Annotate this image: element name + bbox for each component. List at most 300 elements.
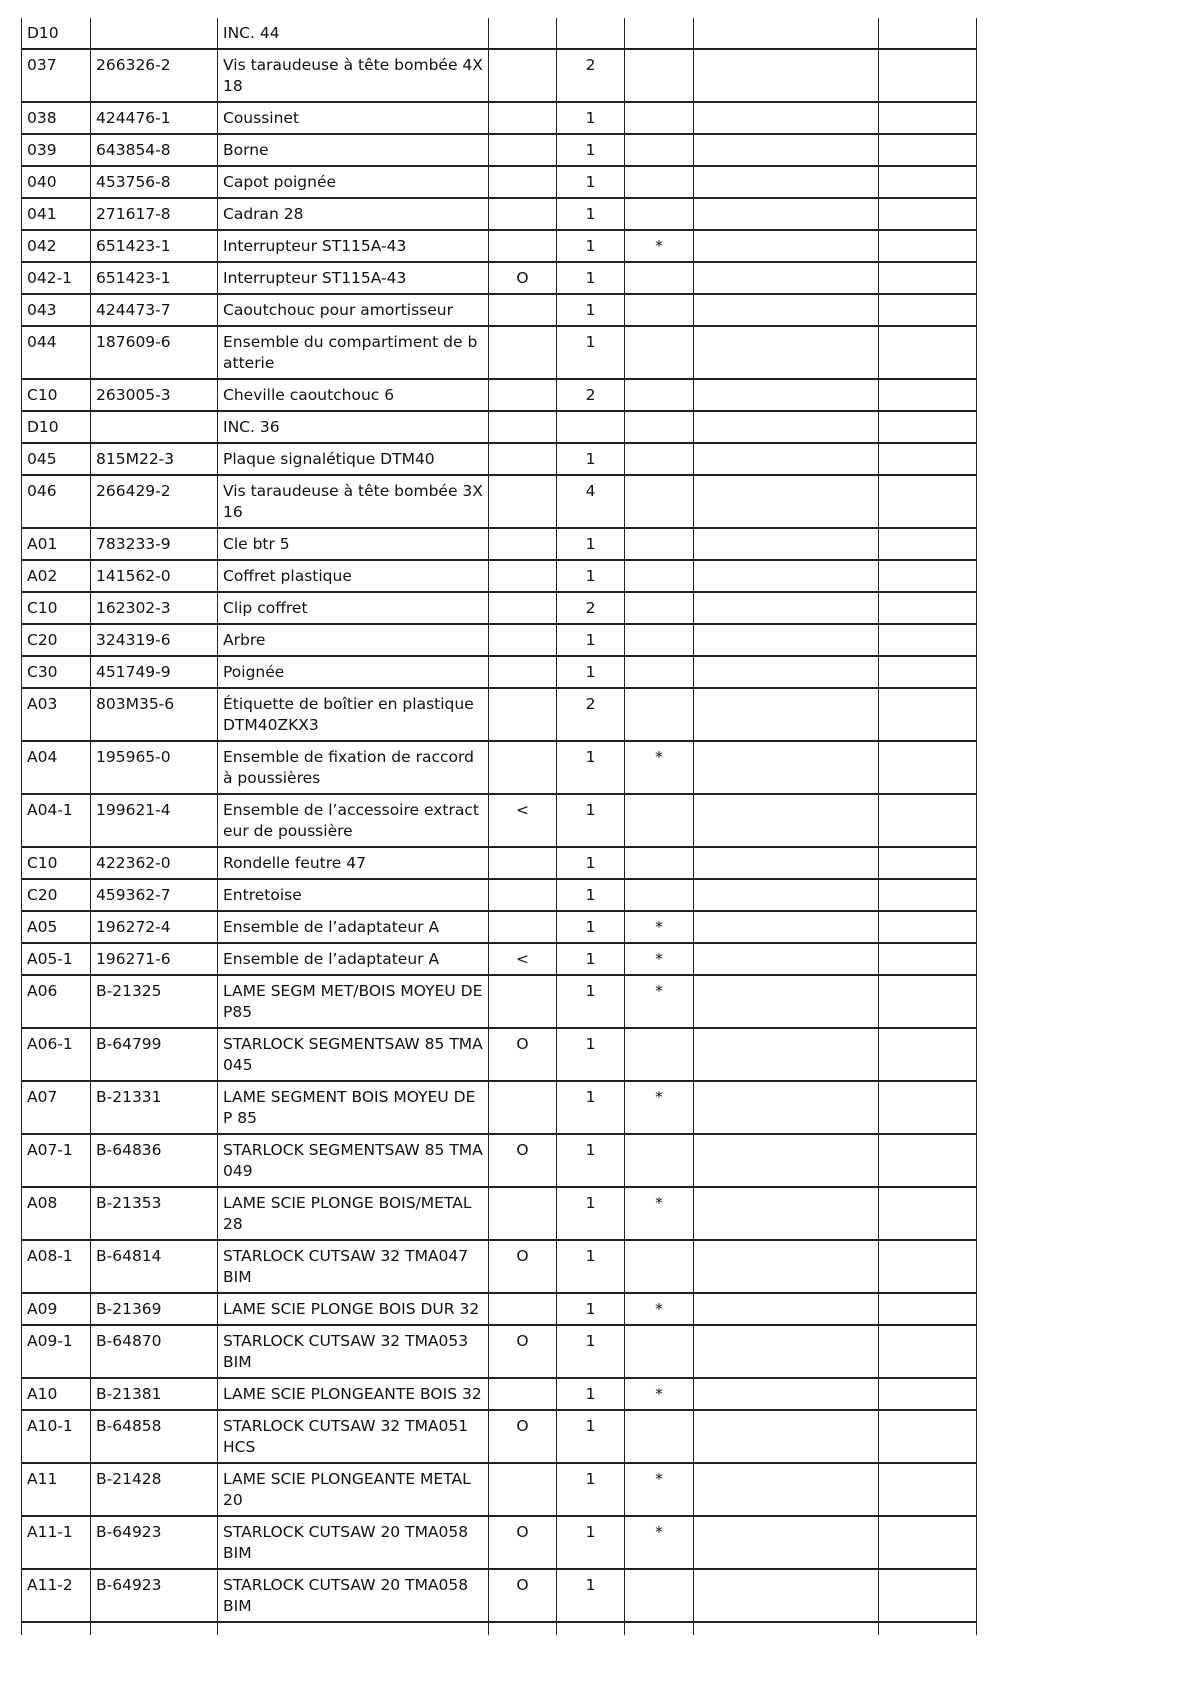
mark-cell — [625, 528, 694, 560]
quantity-cell: 1 — [557, 911, 625, 943]
note-cell — [489, 134, 557, 166]
empty-cell — [879, 847, 977, 879]
empty-cell — [694, 560, 879, 592]
part-no-cell: 195965-0 — [91, 741, 218, 794]
empty-cell — [694, 911, 879, 943]
mark-cell — [625, 102, 694, 134]
ref-no-cell: D10 — [22, 18, 91, 49]
description-cell: Borne — [218, 134, 489, 166]
description-cell: Ensemble de l’adaptateur A — [218, 911, 489, 943]
part-no-cell: B-21325 — [91, 975, 218, 1028]
description-cell: Coffret plastique — [218, 560, 489, 592]
mark-cell — [625, 847, 694, 879]
empty-cell — [879, 1463, 977, 1516]
table-row — [22, 1134, 977, 1187]
quantity-cell: 1 — [557, 1410, 625, 1463]
quantity-cell: 1 — [557, 166, 625, 198]
part-no-cell: 453756-8 — [91, 166, 218, 198]
mark-cell — [625, 592, 694, 624]
empty-cell — [879, 1240, 977, 1293]
quantity-cell: 1 — [557, 1516, 625, 1569]
mark-cell: * — [625, 230, 694, 262]
part-no-cell: 266326-2 — [91, 49, 218, 102]
continuation-row — [22, 1622, 977, 1635]
mark-cell: * — [625, 1516, 694, 1569]
quantity-cell: 1 — [557, 794, 625, 847]
table-row — [22, 134, 977, 166]
mark-cell — [625, 326, 694, 379]
empty-cell — [879, 198, 977, 230]
table-row — [22, 1325, 977, 1378]
part-no-cell: 651423-1 — [91, 262, 218, 294]
ref-no-cell: A04-1 — [22, 794, 91, 847]
part-no-cell: B-64858 — [91, 1410, 218, 1463]
mark-cell: * — [625, 1378, 694, 1410]
empty-cell — [694, 1187, 879, 1240]
empty-cell — [694, 379, 879, 411]
quantity-cell: 2 — [557, 592, 625, 624]
empty-cell — [879, 943, 977, 975]
part-no-cell: B-21369 — [91, 1293, 218, 1325]
quantity-cell: 1 — [557, 560, 625, 592]
continuation-cell — [557, 1622, 625, 1635]
description-cell: Entretoise — [218, 879, 489, 911]
part-no-cell: 424476-1 — [91, 102, 218, 134]
table-row — [22, 102, 977, 134]
note-cell — [489, 879, 557, 911]
description-cell: Cheville caoutchouc 6 — [218, 379, 489, 411]
table-row — [22, 624, 977, 656]
part-no-cell — [91, 411, 218, 443]
empty-cell — [879, 262, 977, 294]
description-cell: Cle btr 5 — [218, 528, 489, 560]
description-cell: STARLOCK CUTSAW 32 TMA051 HCS — [218, 1410, 489, 1463]
note-cell — [489, 475, 557, 528]
part-no-cell: B-64799 — [91, 1028, 218, 1081]
quantity-cell: 1 — [557, 134, 625, 166]
note-cell: O — [489, 1569, 557, 1622]
empty-cell — [694, 443, 879, 475]
mark-cell: * — [625, 911, 694, 943]
table-row — [22, 379, 977, 411]
table-row — [22, 688, 977, 741]
table-row — [22, 326, 977, 379]
description-cell: STARLOCK CUTSAW 20 TMA058 BIM — [218, 1569, 489, 1622]
quantity-cell: 1 — [557, 1463, 625, 1516]
mark-cell: * — [625, 741, 694, 794]
description-cell: LAME SCIE PLONGE BOIS/METAL 28 — [218, 1187, 489, 1240]
description-cell: Rondelle feutre 47 — [218, 847, 489, 879]
empty-cell — [879, 475, 977, 528]
empty-cell — [694, 624, 879, 656]
ref-no-cell: A06-1 — [22, 1028, 91, 1081]
quantity-cell: 1 — [557, 1134, 625, 1187]
mark-cell: * — [625, 1293, 694, 1325]
part-no-cell: 422362-0 — [91, 847, 218, 879]
description-cell: Capot poignée — [218, 166, 489, 198]
description-cell: Coussinet — [218, 102, 489, 134]
ref-no-cell: D10 — [22, 411, 91, 443]
ref-no-cell: 038 — [22, 102, 91, 134]
quantity-cell: 1 — [557, 1081, 625, 1134]
empty-cell — [879, 294, 977, 326]
mark-cell — [625, 134, 694, 166]
mark-cell — [625, 49, 694, 102]
note-cell — [489, 560, 557, 592]
empty-cell — [694, 975, 879, 1028]
table-row — [22, 443, 977, 475]
mark-cell — [625, 379, 694, 411]
note-cell — [489, 198, 557, 230]
note-cell: O — [489, 1134, 557, 1187]
note-cell: O — [489, 1028, 557, 1081]
part-no-cell: B-21381 — [91, 1378, 218, 1410]
ref-no-cell: 040 — [22, 166, 91, 198]
note-cell — [489, 49, 557, 102]
table-row — [22, 1463, 977, 1516]
part-no-cell: 199621-4 — [91, 794, 218, 847]
table-row — [22, 656, 977, 688]
quantity-cell: 2 — [557, 379, 625, 411]
empty-cell — [694, 879, 879, 911]
empty-cell — [879, 230, 977, 262]
part-no-cell: 263005-3 — [91, 379, 218, 411]
table-row — [22, 294, 977, 326]
empty-cell — [694, 102, 879, 134]
ref-no-cell: A09 — [22, 1293, 91, 1325]
quantity-cell: 1 — [557, 1028, 625, 1081]
quantity-cell: 1 — [557, 198, 625, 230]
part-no-cell: B-64923 — [91, 1569, 218, 1622]
empty-cell — [879, 443, 977, 475]
mark-cell — [625, 294, 694, 326]
quantity-cell: 1 — [557, 943, 625, 975]
note-cell — [489, 528, 557, 560]
part-no-cell: 651423-1 — [91, 230, 218, 262]
continuation-cell — [879, 1622, 977, 1635]
note-cell — [489, 18, 557, 49]
ref-no-cell: A08 — [22, 1187, 91, 1240]
mark-cell — [625, 560, 694, 592]
part-no-cell: B-64923 — [91, 1516, 218, 1569]
description-cell: INC. 36 — [218, 411, 489, 443]
quantity-cell: 2 — [557, 49, 625, 102]
part-no-cell: 162302-3 — [91, 592, 218, 624]
quantity-cell: 1 — [557, 443, 625, 475]
mark-cell — [625, 794, 694, 847]
table-row — [22, 847, 977, 879]
note-cell — [489, 975, 557, 1028]
empty-cell — [879, 1081, 977, 1134]
empty-cell — [694, 1463, 879, 1516]
part-no-cell: 424473-7 — [91, 294, 218, 326]
part-no-cell: 271617-8 — [91, 198, 218, 230]
note-cell — [489, 911, 557, 943]
empty-cell — [879, 1516, 977, 1569]
quantity-cell — [557, 18, 625, 49]
empty-cell — [694, 1569, 879, 1622]
empty-cell — [694, 656, 879, 688]
ref-no-cell: A11 — [22, 1463, 91, 1516]
description-cell: Interrupteur ST115A-43 — [218, 262, 489, 294]
ref-no-cell: 037 — [22, 49, 91, 102]
table-row — [22, 975, 977, 1028]
quantity-cell: 1 — [557, 326, 625, 379]
empty-cell — [879, 18, 977, 49]
ref-no-cell: 043 — [22, 294, 91, 326]
quantity-cell: 1 — [557, 1378, 625, 1410]
description-cell: Caoutchouc pour amortisseur — [218, 294, 489, 326]
part-no-cell: B-21353 — [91, 1187, 218, 1240]
table-row — [22, 475, 977, 528]
description-cell: STARLOCK CUTSAW 32 TMA053 BIM — [218, 1325, 489, 1378]
part-no-cell: 803M35-6 — [91, 688, 218, 741]
ref-no-cell: C30 — [22, 656, 91, 688]
table-row — [22, 49, 977, 102]
ref-no-cell: A03 — [22, 688, 91, 741]
empty-cell — [694, 943, 879, 975]
empty-cell — [879, 166, 977, 198]
empty-cell — [694, 475, 879, 528]
empty-cell — [879, 794, 977, 847]
mark-cell — [625, 1028, 694, 1081]
quantity-cell: 4 — [557, 475, 625, 528]
ref-no-cell: A11-1 — [22, 1516, 91, 1569]
note-cell — [489, 379, 557, 411]
note-cell — [489, 847, 557, 879]
quantity-cell: 1 — [557, 1325, 625, 1378]
note-cell: < — [489, 943, 557, 975]
empty-cell — [879, 326, 977, 379]
quantity-cell: 1 — [557, 294, 625, 326]
part-no-cell: 459362-7 — [91, 879, 218, 911]
quantity-cell: 1 — [557, 230, 625, 262]
table-row — [22, 794, 977, 847]
empty-cell — [694, 1410, 879, 1463]
note-cell — [489, 1463, 557, 1516]
note-cell: O — [489, 1410, 557, 1463]
parts-table-body — [22, 18, 977, 1635]
empty-cell — [879, 560, 977, 592]
empty-cell — [694, 741, 879, 794]
quantity-cell: 1 — [557, 1293, 625, 1325]
empty-cell — [879, 1325, 977, 1378]
table-row — [22, 943, 977, 975]
ref-no-cell: 041 — [22, 198, 91, 230]
empty-cell — [694, 294, 879, 326]
mark-cell — [625, 624, 694, 656]
empty-cell — [879, 411, 977, 443]
table-row — [22, 1293, 977, 1325]
table-row — [22, 528, 977, 560]
quantity-cell: 1 — [557, 262, 625, 294]
mark-cell — [625, 411, 694, 443]
description-cell: LAME SEGM MET/BOIS MOYEU DEP85 — [218, 975, 489, 1028]
table-row — [22, 911, 977, 943]
quantity-cell: 2 — [557, 688, 625, 741]
empty-cell — [694, 1028, 879, 1081]
note-cell — [489, 656, 557, 688]
empty-cell — [694, 18, 879, 49]
note-cell: O — [489, 1240, 557, 1293]
note-cell — [489, 688, 557, 741]
table-row — [22, 18, 977, 49]
mark-cell: * — [625, 1081, 694, 1134]
description-cell: STARLOCK SEGMENTSAW 85 TMA049 — [218, 1134, 489, 1187]
table-row — [22, 1410, 977, 1463]
description-cell: Ensemble de fixation de raccord à poussières — [218, 741, 489, 794]
continuation-cell — [91, 1622, 218, 1635]
empty-cell — [694, 1240, 879, 1293]
note-cell — [489, 1293, 557, 1325]
description-cell: INC. 44 — [218, 18, 489, 49]
empty-cell — [879, 1410, 977, 1463]
mark-cell — [625, 656, 694, 688]
mark-cell — [625, 166, 694, 198]
description-cell: Interrupteur ST115A-43 — [218, 230, 489, 262]
empty-cell — [879, 688, 977, 741]
table-row — [22, 560, 977, 592]
note-cell — [489, 1378, 557, 1410]
empty-cell — [694, 411, 879, 443]
note-cell — [489, 102, 557, 134]
ref-no-cell: A05 — [22, 911, 91, 943]
part-no-cell: B-64870 — [91, 1325, 218, 1378]
ref-no-cell: A05-1 — [22, 943, 91, 975]
empty-cell — [879, 741, 977, 794]
ref-no-cell: A11-2 — [22, 1569, 91, 1622]
ref-no-cell: C20 — [22, 879, 91, 911]
note-cell — [489, 166, 557, 198]
empty-cell — [694, 1134, 879, 1187]
mark-cell — [625, 475, 694, 528]
mark-cell: * — [625, 1463, 694, 1516]
part-no-cell: 187609-6 — [91, 326, 218, 379]
description-cell: Étiquette de boîtier en plastique DTM40ZKX3 — [218, 688, 489, 741]
table-row — [22, 879, 977, 911]
continuation-cell — [218, 1622, 489, 1635]
quantity-cell: 1 — [557, 1187, 625, 1240]
empty-cell — [879, 624, 977, 656]
empty-cell — [694, 794, 879, 847]
continuation-cell — [625, 1622, 694, 1635]
part-no-cell: 643854-8 — [91, 134, 218, 166]
note-cell: < — [489, 794, 557, 847]
quantity-cell: 1 — [557, 102, 625, 134]
note-cell — [489, 624, 557, 656]
empty-cell — [694, 230, 879, 262]
description-cell: Vis taraudeuse à tête bombée 3X 16 — [218, 475, 489, 528]
mark-cell — [625, 1569, 694, 1622]
empty-cell — [694, 166, 879, 198]
note-cell — [489, 326, 557, 379]
mark-cell — [625, 1410, 694, 1463]
empty-cell — [879, 592, 977, 624]
empty-cell — [879, 975, 977, 1028]
ref-no-cell: C10 — [22, 592, 91, 624]
note-cell — [489, 592, 557, 624]
table-row — [22, 1081, 977, 1134]
ref-no-cell: 042-1 — [22, 262, 91, 294]
table-row — [22, 1028, 977, 1081]
quantity-cell: 1 — [557, 1240, 625, 1293]
empty-cell — [879, 1028, 977, 1081]
part-no-cell: B-21331 — [91, 1081, 218, 1134]
empty-cell — [694, 1081, 879, 1134]
ref-no-cell: 046 — [22, 475, 91, 528]
empty-cell — [879, 49, 977, 102]
ref-no-cell: A07 — [22, 1081, 91, 1134]
empty-cell — [879, 102, 977, 134]
empty-cell — [879, 1134, 977, 1187]
empty-cell — [879, 911, 977, 943]
empty-cell — [879, 528, 977, 560]
note-cell: O — [489, 262, 557, 294]
empty-cell — [879, 1378, 977, 1410]
empty-cell — [694, 134, 879, 166]
mark-cell: * — [625, 975, 694, 1028]
ref-no-cell: A10-1 — [22, 1410, 91, 1463]
description-cell: Cadran 28 — [218, 198, 489, 230]
note-cell: O — [489, 1516, 557, 1569]
ref-no-cell: 042 — [22, 230, 91, 262]
description-cell: Clip coffret — [218, 592, 489, 624]
ref-no-cell: A02 — [22, 560, 91, 592]
mark-cell — [625, 688, 694, 741]
ref-no-cell: 039 — [22, 134, 91, 166]
empty-cell — [879, 1187, 977, 1240]
empty-cell — [879, 1293, 977, 1325]
quantity-cell: 1 — [557, 624, 625, 656]
description-cell: STARLOCK CUTSAW 32 TMA047 BIM — [218, 1240, 489, 1293]
continuation-cell — [22, 1622, 91, 1635]
quantity-cell — [557, 411, 625, 443]
mark-cell — [625, 18, 694, 49]
part-no-cell: 324319-6 — [91, 624, 218, 656]
ref-no-cell: 045 — [22, 443, 91, 475]
empty-cell — [694, 262, 879, 294]
table-row — [22, 166, 977, 198]
description-cell: Plaque signalétique DTM40 — [218, 443, 489, 475]
table-row — [22, 1378, 977, 1410]
ref-no-cell: A08-1 — [22, 1240, 91, 1293]
ref-no-cell: C20 — [22, 624, 91, 656]
description-cell: STARLOCK SEGMENTSAW 85 TMA045 — [218, 1028, 489, 1081]
part-no-cell: 266429-2 — [91, 475, 218, 528]
empty-cell — [694, 688, 879, 741]
empty-cell — [694, 1325, 879, 1378]
table-row — [22, 230, 977, 262]
table-row — [22, 741, 977, 794]
empty-cell — [879, 879, 977, 911]
ref-no-cell: 044 — [22, 326, 91, 379]
description-cell: Vis taraudeuse à tête bombée 4X 18 — [218, 49, 489, 102]
part-no-cell: 141562-0 — [91, 560, 218, 592]
ref-no-cell: A01 — [22, 528, 91, 560]
empty-cell — [694, 49, 879, 102]
quantity-cell: 1 — [557, 847, 625, 879]
description-cell: LAME SCIE PLONGE BOIS DUR 32 — [218, 1293, 489, 1325]
empty-cell — [879, 1569, 977, 1622]
mark-cell — [625, 198, 694, 230]
table-row — [22, 1187, 977, 1240]
part-no-cell: 196272-4 — [91, 911, 218, 943]
mark-cell — [625, 262, 694, 294]
description-cell: Ensemble du compartiment de batterie — [218, 326, 489, 379]
parts-table — [21, 18, 977, 1635]
note-cell — [489, 443, 557, 475]
mark-cell: * — [625, 1187, 694, 1240]
